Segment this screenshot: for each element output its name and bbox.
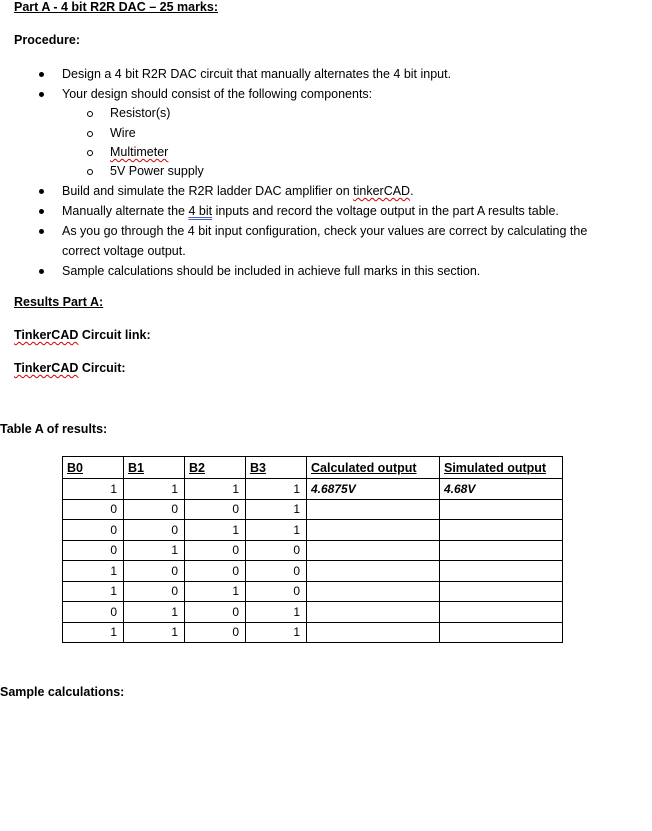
component-item: Multimeter	[110, 145, 169, 159]
table-row	[63, 520, 563, 541]
component-item: 5V Power supply	[110, 164, 204, 178]
bullet-alternate-text: Manually alternate the	[62, 204, 189, 218]
circuit-link-text: Circuit link:	[78, 328, 151, 342]
cell-b1: 1	[124, 540, 185, 561]
cell-b1: 1	[124, 622, 185, 643]
table-row	[63, 581, 563, 602]
bullet-alternate-end: inputs and record the voltage output in the part A results table.	[212, 204, 559, 218]
table-row	[63, 499, 563, 520]
tinkercad-word: TinkerCAD	[14, 361, 79, 375]
cell-b1: 0	[124, 581, 185, 602]
bullet-sample: Sample calculations should be included in achieve full marks in this section.	[62, 264, 481, 278]
bullet-icon	[39, 92, 44, 97]
page-title: Part A - 4 bit R2R DAC – 25 marks:	[14, 0, 218, 14]
cell-b2: 0	[185, 540, 246, 561]
cell-b0: 1	[63, 622, 124, 643]
cell-simulated[interactable]: 4.68V	[440, 479, 563, 500]
cell-simulated[interactable]	[440, 520, 563, 541]
bullet-check-line2: correct voltage output.	[62, 244, 186, 258]
sub-bullet-icon	[87, 111, 93, 117]
cell-b0: 0	[63, 540, 124, 561]
cell-b3: 0	[246, 540, 307, 561]
bullet-design: Design a 4 bit R2R DAC circuit that manually alternates the 4 bit input.	[62, 67, 452, 81]
bullet-build	[62, 184, 414, 198]
cell-b1: 0	[124, 520, 185, 541]
cell-b2: 0	[185, 622, 246, 643]
cell-b1: 1	[124, 602, 185, 623]
cell-b2: 1	[185, 520, 246, 541]
sub-bullet-icon	[87, 131, 93, 137]
header-b3: B3	[246, 457, 307, 479]
table-row	[63, 561, 563, 582]
bullet-icon	[39, 72, 44, 77]
tinkercad-word: TinkerCAD	[14, 328, 79, 342]
sample-calculations-heading: Sample calculations:	[0, 685, 125, 699]
cell-b2: 1	[185, 581, 246, 602]
sub-bullet-icon	[87, 169, 93, 175]
cell-calculated[interactable]	[307, 561, 440, 582]
bullet-icon	[39, 209, 44, 214]
cell-calculated[interactable]	[307, 520, 440, 541]
cell-calculated[interactable]	[307, 499, 440, 520]
sub-bullet-icon	[87, 150, 93, 156]
circuit-label	[14, 361, 126, 375]
header-simulated: Simulated output	[440, 457, 563, 479]
table-header-row	[63, 457, 563, 479]
bullet-check-line1: As you go through the 4 bit input configuration, check your values are correct by calculating the	[62, 224, 588, 238]
cell-calculated[interactable]	[307, 602, 440, 623]
cell-simulated[interactable]	[440, 561, 563, 582]
cell-b0: 0	[63, 499, 124, 520]
cell-calculated[interactable]	[307, 622, 440, 643]
component-item: Resistor(s)	[110, 106, 171, 120]
header-b1: B1	[124, 457, 185, 479]
cell-b1: 0	[124, 499, 185, 520]
table-title: Table A of results:	[0, 422, 108, 436]
circuit-link-label	[14, 328, 151, 342]
four-bit-word: 4 bit	[188, 204, 213, 218]
bullet-icon	[39, 189, 44, 194]
cell-simulated[interactable]	[440, 581, 563, 602]
component-item: Wire	[110, 126, 136, 140]
cell-b3: 1	[246, 479, 307, 500]
bullet-icon	[39, 269, 44, 274]
cell-simulated[interactable]	[440, 540, 563, 561]
results-table	[62, 456, 563, 643]
cell-b2: 0	[185, 561, 246, 582]
bullet-alternate	[62, 204, 559, 218]
cell-calculated[interactable]	[307, 540, 440, 561]
cell-calculated[interactable]	[307, 581, 440, 602]
cell-b2: 0	[185, 602, 246, 623]
cell-simulated[interactable]	[440, 602, 563, 623]
circuit-text: Circuit:	[78, 361, 126, 375]
cell-b3: 1	[246, 499, 307, 520]
cell-b3: 1	[246, 520, 307, 541]
cell-b2: 1	[185, 479, 246, 500]
header-calculated: Calculated output	[307, 457, 440, 479]
results-heading: Results Part A:	[14, 295, 104, 309]
cell-calculated[interactable]: 4.6875V	[307, 479, 440, 500]
cell-b3: 1	[246, 622, 307, 643]
cell-b3: 0	[246, 581, 307, 602]
cell-b3: 0	[246, 561, 307, 582]
table-row	[63, 540, 563, 561]
procedure-heading: Procedure:	[14, 33, 80, 47]
cell-b1: 1	[124, 479, 185, 500]
cell-simulated[interactable]	[440, 499, 563, 520]
table-row	[63, 622, 563, 643]
cell-b2: 0	[185, 499, 246, 520]
header-b2: B2	[185, 457, 246, 479]
bullet-build-end: .	[410, 184, 414, 198]
bullet-icon	[39, 229, 44, 234]
table-row	[63, 479, 563, 500]
bullet-build-text: Build and simulate the R2R ladder DAC amplifier on	[62, 184, 354, 198]
cell-b0: 1	[63, 479, 124, 500]
cell-b0: 1	[63, 561, 124, 582]
tinkercad-word: tinkerCAD	[353, 184, 411, 198]
cell-b0: 0	[63, 520, 124, 541]
table-row	[63, 602, 563, 623]
cell-simulated[interactable]	[440, 622, 563, 643]
cell-b0: 1	[63, 581, 124, 602]
cell-b1: 0	[124, 561, 185, 582]
bullet-components: Your design should consist of the following components:	[62, 87, 373, 101]
cell-b0: 0	[63, 602, 124, 623]
header-b0: B0	[63, 457, 124, 479]
cell-b3: 1	[246, 602, 307, 623]
